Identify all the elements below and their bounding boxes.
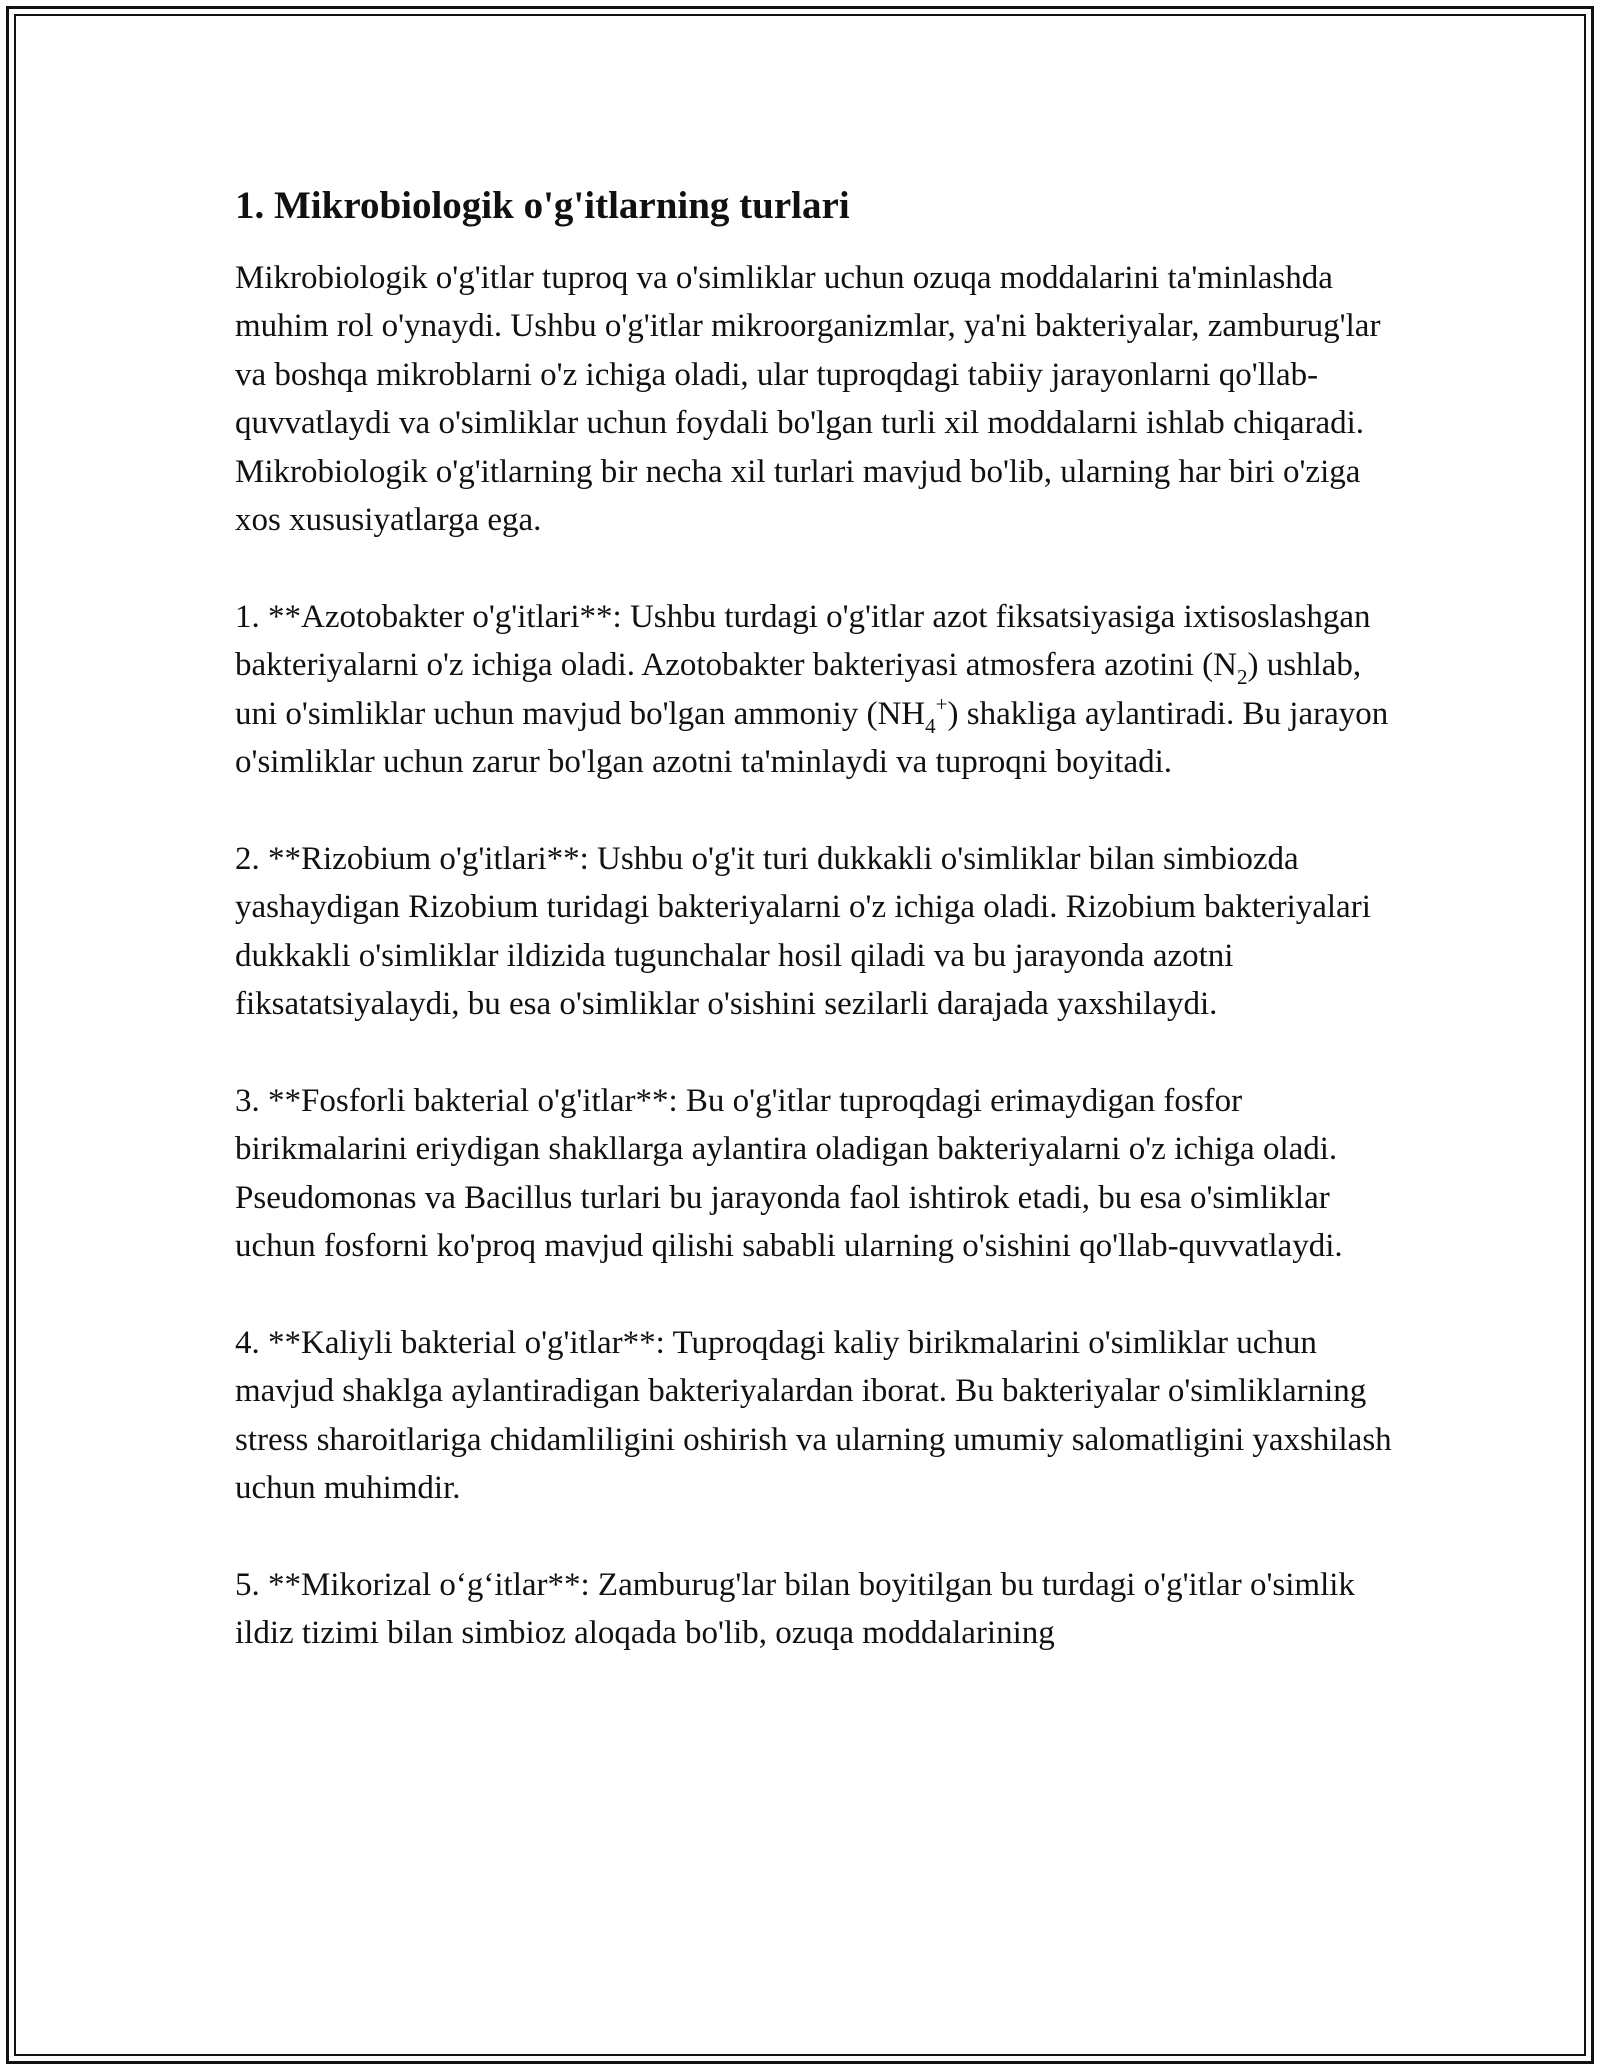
list-item-rizobium: 2. **Rizobium o'g'itlari**: Ushbu o'g'it turi dukkakli o'simliklar bilan simbiozda yashaydigan Rizobium turidagi bakteriyalarni o'z ichiga oladi. Rizobium bakteriyalari dukkakli o'simliklar ildizida tugunchalar hosil qiladi va bu jarayonda azotni fiksatatsiyalaydi, bu esa o'simliklar o'sishini sezilarli darajada yaxshilaydi. (235, 840, 1371, 1023)
list-item-mikorizal: 5. **Mikorizal o‘g‘itlar**: Zamburug'lar bilan boyitilgan bu turdagi o'g'itlar o'simlik ildiz tizimi bilan simbioz aloqada bo'lib, ozuqa moddalarining (235, 1566, 1355, 1652)
list-item-fosforli: 3. **Fosforli bakterial o'g'itlar**: Bu o'g'itlar tuproqdagi erimaydigan fosfor birikmalarini eriydigan shakllarga aylantira oladigan bakteriyalarni o'z ichiga oladi. Pseudomonas va Bacillus turlari bu jarayonda faol ishtirok etadi, bu esa o'simliklar uchun fosforni ko'proq mavjud qilishi sababli ularning o'sishini qo'llab-quvvatlaydi. (235, 1082, 1343, 1265)
list-item-azotobakter (235, 593, 1395, 787)
item1-subscript-2: 2 (1236, 665, 1248, 690)
item1-text-part3: ) shakliga aylantiradi. Bu jarayon o'simliklar uchun zarur bo'lgan azotni ta'minlaydi va tuproqni boyitadi. (235, 695, 1389, 781)
list-item-kaliyli: 4. **Kaliyli bakterial o'g'itlar**: Tuproqdagi kaliy birikmalarini o'simliklar uchun mavjud shaklga aylantiradigan bakteriyalardan iborat. Bu bakteriyalar o'simliklarning stress sharoitlariga chidamliligini oshirish va ularning umumiy salomatligini yaxshilash uchun muhimdir. (235, 1324, 1392, 1507)
section-heading: 1. Mikrobiologik o'g'itlarning turlari (235, 184, 850, 227)
item1-subscript-4: 4 (925, 713, 936, 738)
intro-paragraph: Mikrobiologik o'g'itlar tuproq va o'simliklar uchun ozuqa moddalarini ta'minlashda muhim rol o'ynaydi. Ushbu o'g'itlar mikroorganizmlar, ya'ni bakteriyalar, zamburug'lar va boshqa mikroblarni o'z ichiga oladi, ular tuproqdagi tabiiy jarayonlarni qo'llab-quvvatlaydi va o'simliklar uchun foydali bo'lgan turli xil moddalarni ishlab chiqaradi. Mikrobiologik o'g'itlarning bir necha xil turlari mavjud bo'lib, ularning har biri o'ziga xos xususiyatlarga ega. (235, 260, 1381, 539)
item1-text-part2: ) ushlab, uni o'simliklar uchun mavjud bo'lgan ammoniy (NH (235, 647, 1362, 732)
item1-text-part1: 1. **Azotobakter o'g'itlari**: Ushbu turdagi o'g'itlar azot fiksatsiyasiga ixtisoslashgan bakteriyalarni o'z ichiga oladi. Azotobakter bakteriyasi atmosfera azotini (N (235, 598, 1371, 684)
item1-superscript-plus: + (935, 691, 948, 716)
document-body (235, 182, 1395, 1706)
